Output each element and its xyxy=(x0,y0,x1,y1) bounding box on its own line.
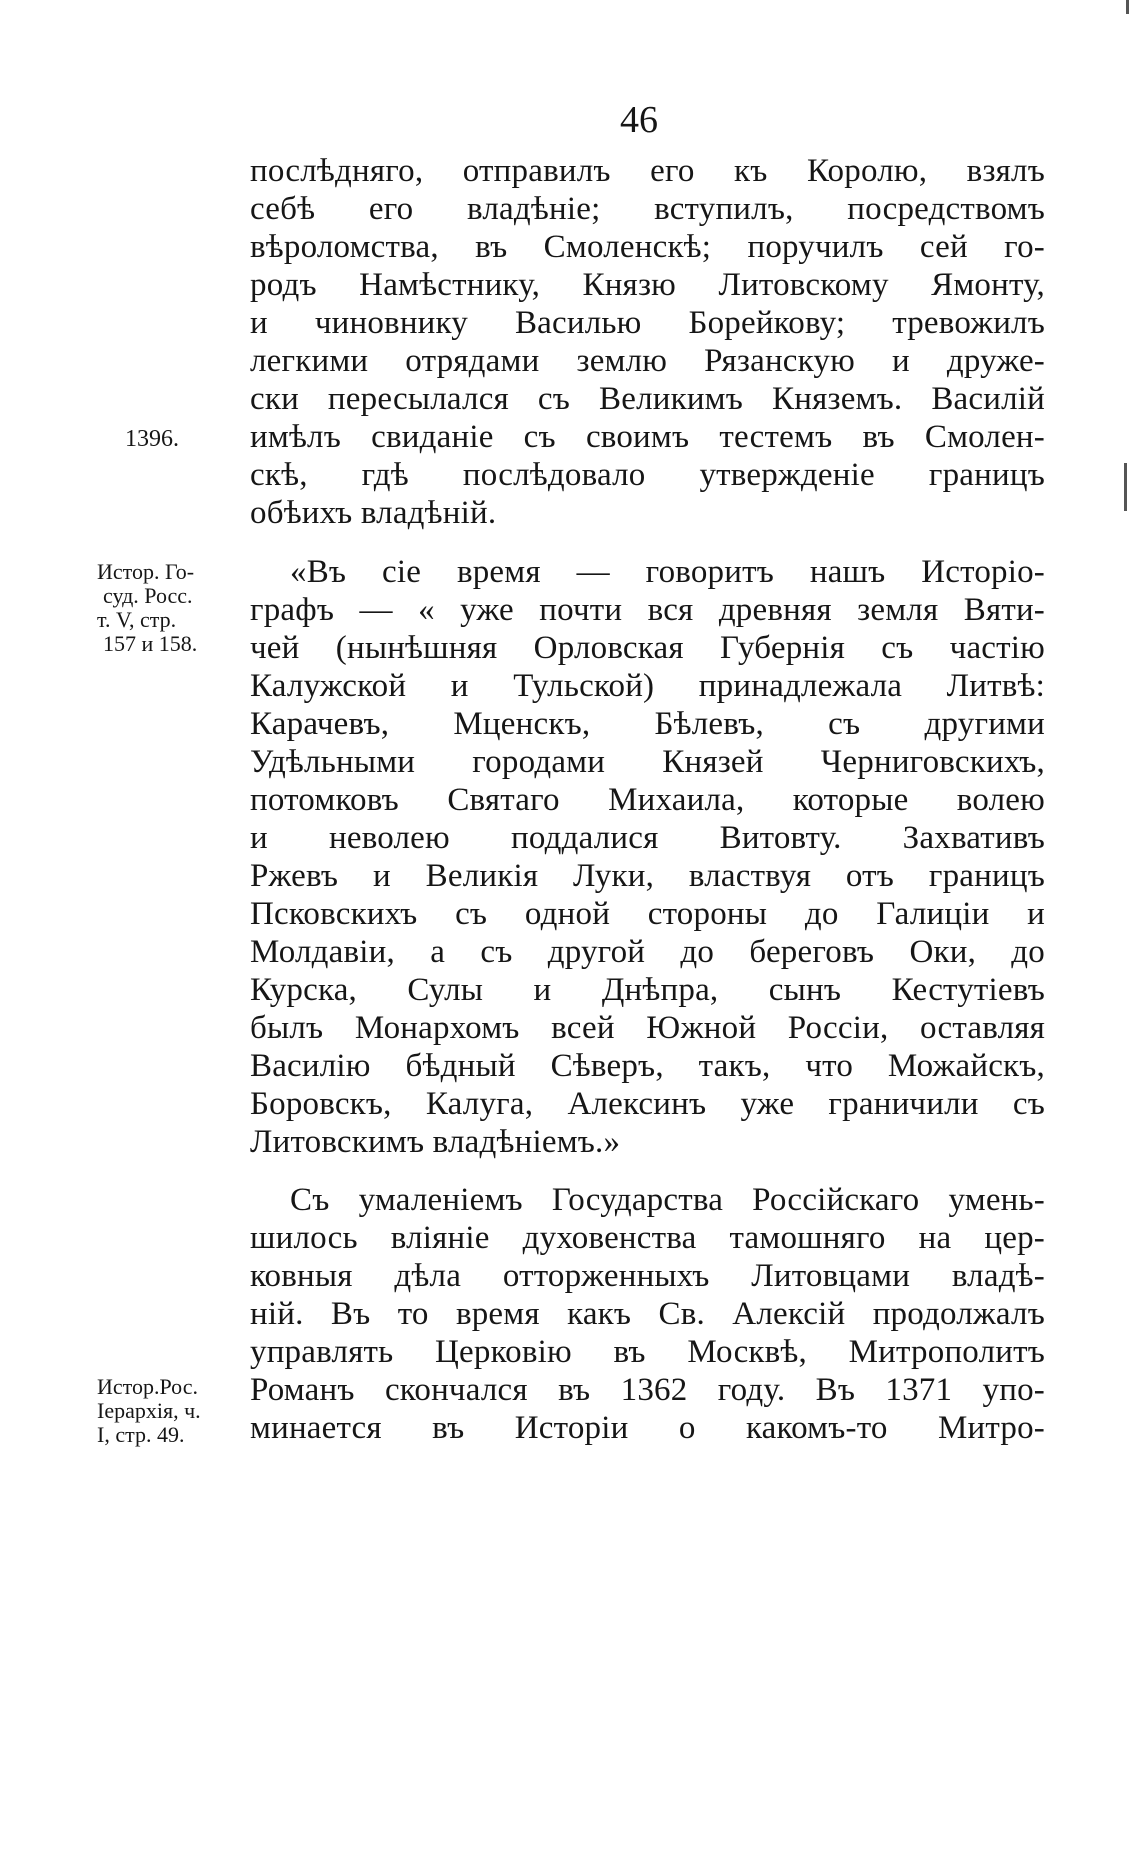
margin-note-line: 157 и 158. xyxy=(103,631,198,656)
text-line: имѣлъ свиданіе съ своимъ тестемъ въ Смолен- xyxy=(250,419,1045,455)
text-line: «Въ сіе время — говоритъ нашъ Исторіо- xyxy=(290,554,1045,590)
text-line: графъ — « уже почти вся древняя земля Вяти- xyxy=(250,592,1045,628)
margin-note-line: I, стр. 49. xyxy=(97,1422,185,1447)
text-line: управлять Церковію въ Москвѣ, Митрополитъ xyxy=(250,1334,1045,1370)
text-line: Карачевъ, Мценскъ, Бѣлевъ, съ другими xyxy=(250,706,1045,742)
text-line: вѣроломства, въ Смоленскѣ; поручилъ сей го- xyxy=(250,229,1045,265)
text-line: минается въ Исторіи о какомъ-то Митро- xyxy=(250,1410,1045,1446)
margin-note-line: т. V, стр. xyxy=(97,607,177,632)
text-line: потомковъ Святаго Михаила, которые волею xyxy=(250,782,1045,818)
margin-note-hierarchy xyxy=(97,1375,201,1447)
text-line: Литовскимъ владѣніемъ.» xyxy=(250,1124,621,1160)
margin-note-line: Истор. Го- xyxy=(97,559,195,584)
text-line: Калужской и Тульской) принадлежала Литвѣ: xyxy=(250,668,1045,704)
text-line: Съ умаленіемъ Государства Россійскаго умень- xyxy=(290,1182,1045,1218)
text-line: Удѣльными городами Князей Черниговскихъ, xyxy=(250,744,1045,780)
text-line: чей (нынѣшняя Орловская Губернія съ частію xyxy=(250,630,1045,666)
margin-note-line: Истор.Рос. xyxy=(97,1374,198,1399)
text-line: себѣ его владѣніе; вступилъ, посредствомъ xyxy=(250,191,1045,227)
margin-note-line: суд. Росс. xyxy=(103,583,193,608)
text-line: Молдавіи, а съ другой до береговъ Оки, до xyxy=(250,934,1045,970)
text-line: ній. Въ то время какъ Св. Алексій продолжалъ xyxy=(250,1296,1045,1332)
text-line: обѣихъ владѣній. xyxy=(250,495,497,531)
text-line: ски пересылался съ Великимъ Княземъ. Василій xyxy=(250,381,1045,417)
text-line: шилось вліяніе духовенства тамошняго на цер- xyxy=(250,1220,1045,1256)
text-line: Псковскихъ съ одной стороны до Галиціи и xyxy=(250,896,1045,932)
text-line: Романъ скончался въ 1362 году. Въ 1371 упо- xyxy=(250,1372,1045,1408)
text-line: и неволею поддалися Витовту. Захвативъ xyxy=(250,820,1045,856)
margin-year: 1396. xyxy=(125,426,179,452)
text-line: родъ Намѣстнику, Князю Литовскому Ямонту, xyxy=(250,267,1045,303)
page-number: 46 xyxy=(620,99,658,141)
text-line: Ржевъ и Великія Луки, властвуя отъ границъ xyxy=(250,858,1045,894)
text-line: Курска, Сулы и Днѣпра, сынъ Кестутіевъ xyxy=(250,972,1045,1008)
margin-note-history xyxy=(97,560,197,656)
text-line: и чиновнику Василью Борейкову; тревожилъ xyxy=(250,305,1045,341)
edge-mark xyxy=(1124,463,1127,511)
text-line: легкими отрядами землю Рязанскую и друже- xyxy=(250,343,1045,379)
text-line: ковныя дѣла отторженныхъ Литовцами владѣ- xyxy=(250,1258,1045,1294)
edge-mark xyxy=(1126,0,1129,14)
text-line: былъ Монархомъ всей Южной Россіи, оставляя xyxy=(250,1010,1045,1046)
text-line: Василію бѣдный Сѣверъ, такъ, что Можайскъ, xyxy=(250,1048,1045,1084)
text-line: послѣдняго, отправилъ его къ Королю, взялъ xyxy=(250,153,1045,189)
text-line: скѣ, гдѣ послѣдовало утвержденіе границъ xyxy=(250,457,1045,493)
margin-note-line: Іерархія, ч. xyxy=(97,1398,201,1423)
text-line: Боровскъ, Калуга, Алексинъ уже граничили съ xyxy=(250,1086,1045,1122)
